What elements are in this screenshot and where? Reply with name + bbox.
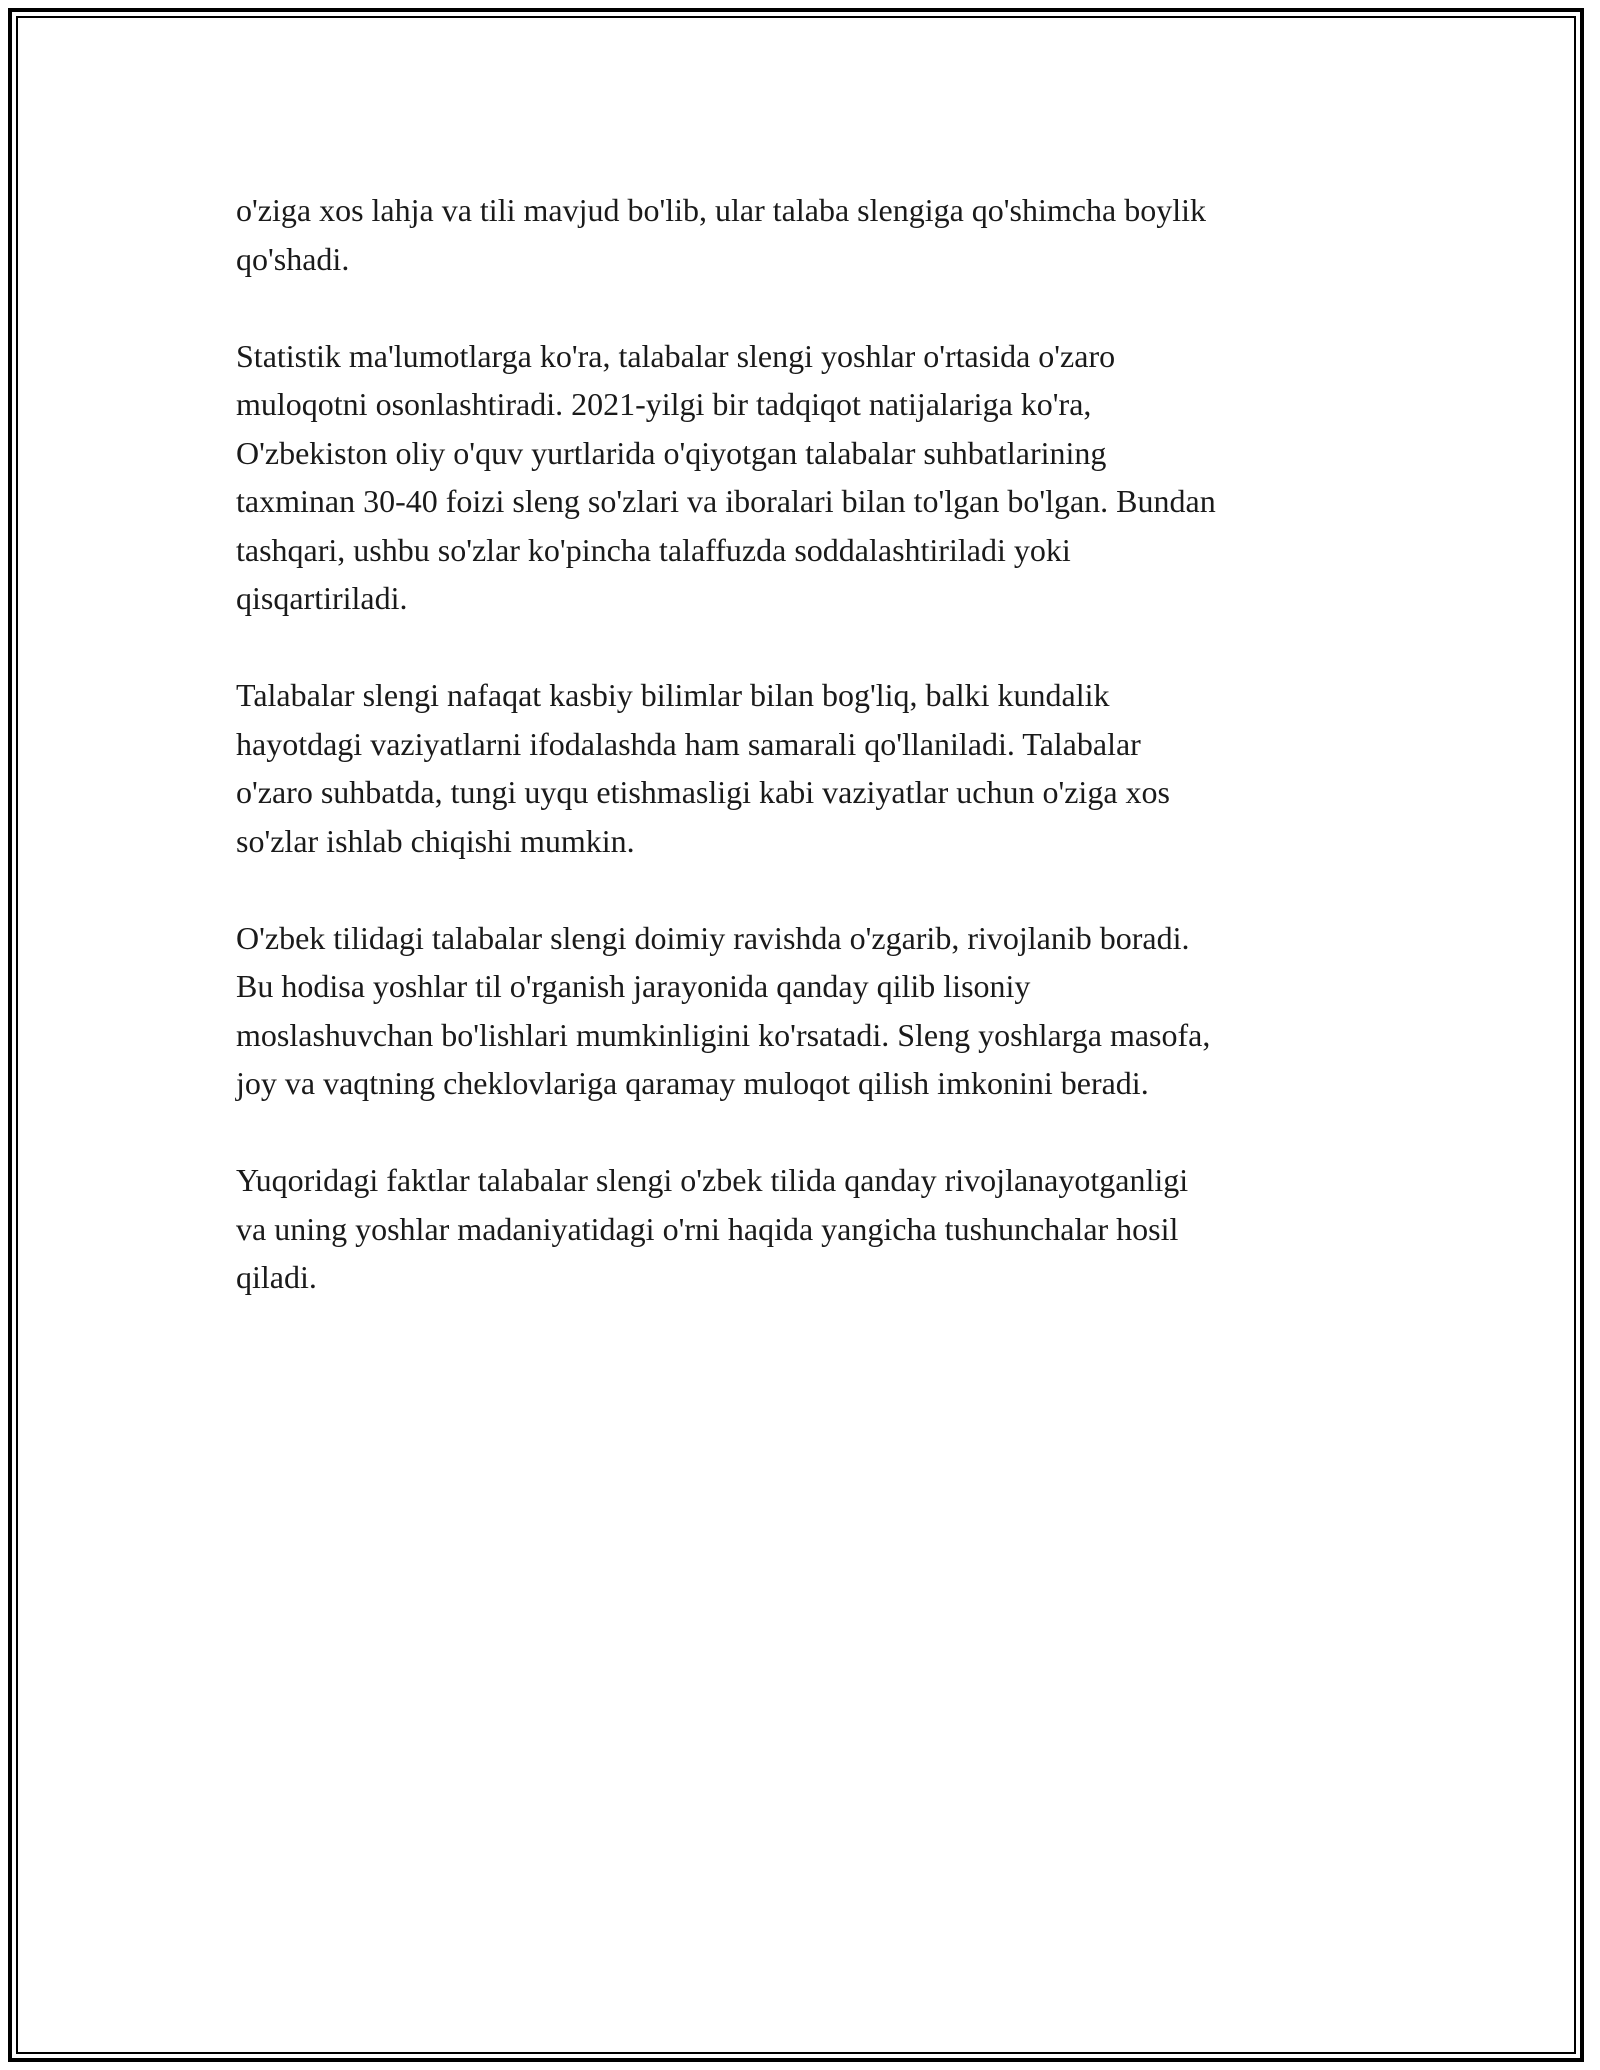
- paragraph: o'ziga xos lahja va tili mavjud bo'lib, ular talaba slengiga qo'shimcha boylik qo'shadi.: [236, 192, 1206, 277]
- paragraph: O'zbek tilidagi talabalar slengi doimiy ravishda o'zgarib, rivojlanib boradi. Bu hodisa yoshlar til o'rganish jarayonida qanday qilib lisoniy moslashuvchan bo'lishlari mumkinligini ko'rsatadi. Sleng yoshlarga masofa, joy va vaqtning cheklovlariga qaramay muloqot qilish imkonini beradi.: [236, 919, 1211, 1101]
- document-body: [236, 186, 1386, 1350]
- paragraph: Yuqoridagi faktlar talabalar slengi o'zbek tilida qanday rivojlanayotganligi va uning yoshlar madaniyatidagi o'rni haqida yangicha tushunchalar hosil qiladi.: [236, 1162, 1189, 1295]
- paragraph: Statistik ma'lumotlarga ko'ra, talabalar slengi yoshlar o'rtasida o'zaro muloqotni osonlashtiradi. 2021-yilgi bir tadqiqot natijalariga ko'ra, O'zbekiston oliy o'quv yurtlarida o'qiyotgan talabalar suhbatlarining taxminan 30-40 foizi sleng so'zlari va iboralari bilan to'lgan bo'lgan. Bundan tashqari, ushbu so'zlar ko'pincha talaffuzda soddalashtiriladi yoki qisqartiriladi.: [236, 337, 1216, 616]
- paragraph: Talabalar slengi nafaqat kasbiy bilimlar bilan bog'liq, balki kundalik hayotdagi vaziyatlarni ifodalashda ham samarali qo'llaniladi. Talabalar o'zaro suhbatda, tungi uyqu etishmasligi kabi vaziyatlar uchun o'ziga xos so'zlar ishlab chiqishi mumkin.: [236, 677, 1170, 859]
